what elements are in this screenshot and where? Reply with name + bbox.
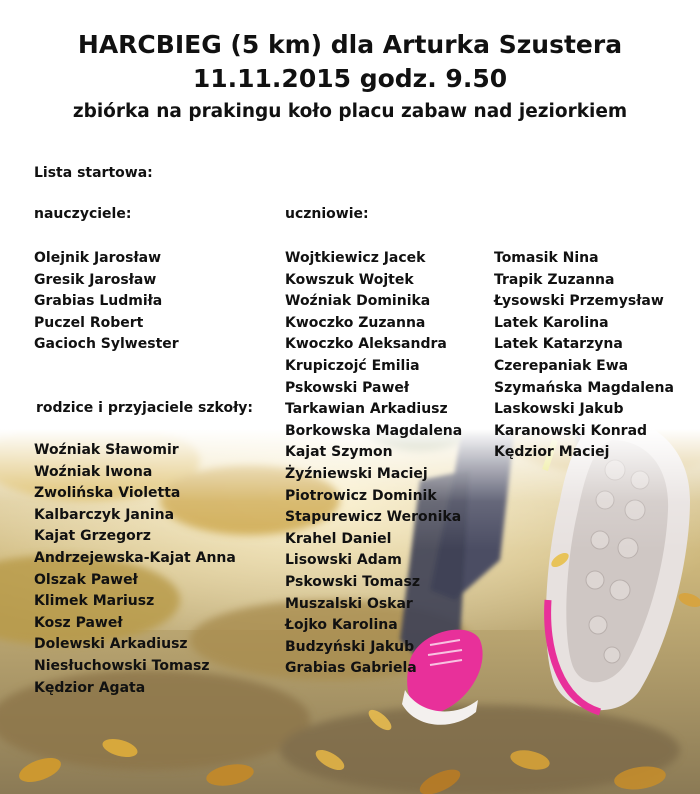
students-label: uczniowie: [285,206,369,222]
list-item: Latek Katarzyna [494,336,623,353]
list-item: Łojko Karolina [285,617,398,634]
list-item: Grabias Ludmiła [34,293,163,310]
list-item: Gresik Jarosław [34,271,157,288]
students-list-column-1 [285,248,462,680]
teachers-label: nauczyciele: [34,206,132,222]
event-title: HARCBIEG (5 km) dla Arturka Szustera [77,30,623,59]
list-item: Latek Karolina [494,314,609,331]
list-item: Olszak Paweł [34,571,138,588]
parents-list [34,440,236,699]
list-item: Zwolińska Violetta [34,485,181,502]
list-item: Laskowski Jakub [494,401,624,418]
list-item: Karanowski Konrad [494,422,648,439]
list-item: Czerepaniak Ewa [494,357,629,374]
list-item: Kosz Paweł [34,614,123,631]
list-item: Trapik Zuzanna [494,271,615,288]
list-item: Gacioch Sylwester [34,336,179,353]
list-item: Pskowski Tomasz [285,573,420,590]
list-item: Kajat Grzegorz [34,528,151,545]
list-item: Pskowski Paweł [285,379,410,396]
teachers-list [34,248,179,356]
list-item: Lisowski Adam [285,552,402,569]
list-item: Kalbarczyk Janina [34,506,175,523]
list-item: Tomasik Nina [494,250,599,266]
list-item: Borkowska Magdalena [285,422,463,439]
list-item: Woźniak Iwona [34,463,153,480]
list-item: Kędzior Maciej [494,444,610,461]
students-list-column-2 [494,248,674,464]
start-list-label: Lista startowa: [34,165,153,181]
parents-label: rodzice i przyjaciele szkoły: [36,400,253,416]
list-item: Grabias Gabriela [285,660,417,677]
list-item: Kowszuk Wojtek [285,271,414,288]
list-item: Krahel Daniel [285,530,392,547]
list-item: Szymańska Magdalena [494,379,674,396]
list-item: Kędzior Agata [34,679,146,696]
list-item: Niesłuchowski Tomasz [34,657,210,674]
list-item: Andrzejewska-Kajat Anna [34,549,236,566]
list-item: Tarkawian Arkadiusz [285,401,448,418]
list-item: Klimek Mariusz [34,593,155,610]
list-item: Kwoczko Aleksandra [285,336,447,353]
list-item: Dolewski Arkadiusz [34,636,188,653]
list-item: Woźniak Dominika [285,293,431,310]
list-item: Budzyński Jakub [285,638,415,655]
list-item: Łysowski Przemysław [494,293,664,310]
list-item: Woźniak Sławomir [34,442,179,458]
list-item: Wojtkiewicz Jacek [285,250,426,266]
list-item: Muszalski Oskar [285,595,413,612]
list-item: Kajat Szymon [285,444,393,461]
list-item: Puczel Robert [34,314,144,331]
list-item: Stapurewicz Weronika [285,509,462,526]
list-item: Żyźniewski Maciej [285,465,428,482]
event-date-time: 11.11.2015 godz. 9.50 [192,64,508,93]
list-item: Krupiczojć Emilia [285,357,420,374]
list-item: Piotrowicz Dominik [285,487,437,504]
list-item: Olejnik Jarosław [34,250,162,266]
list-item: Kwoczko Zuzanna [285,314,426,331]
meeting-point: zbiórka na prakingu koło placu zabaw nad jeziorkiem [72,101,628,122]
